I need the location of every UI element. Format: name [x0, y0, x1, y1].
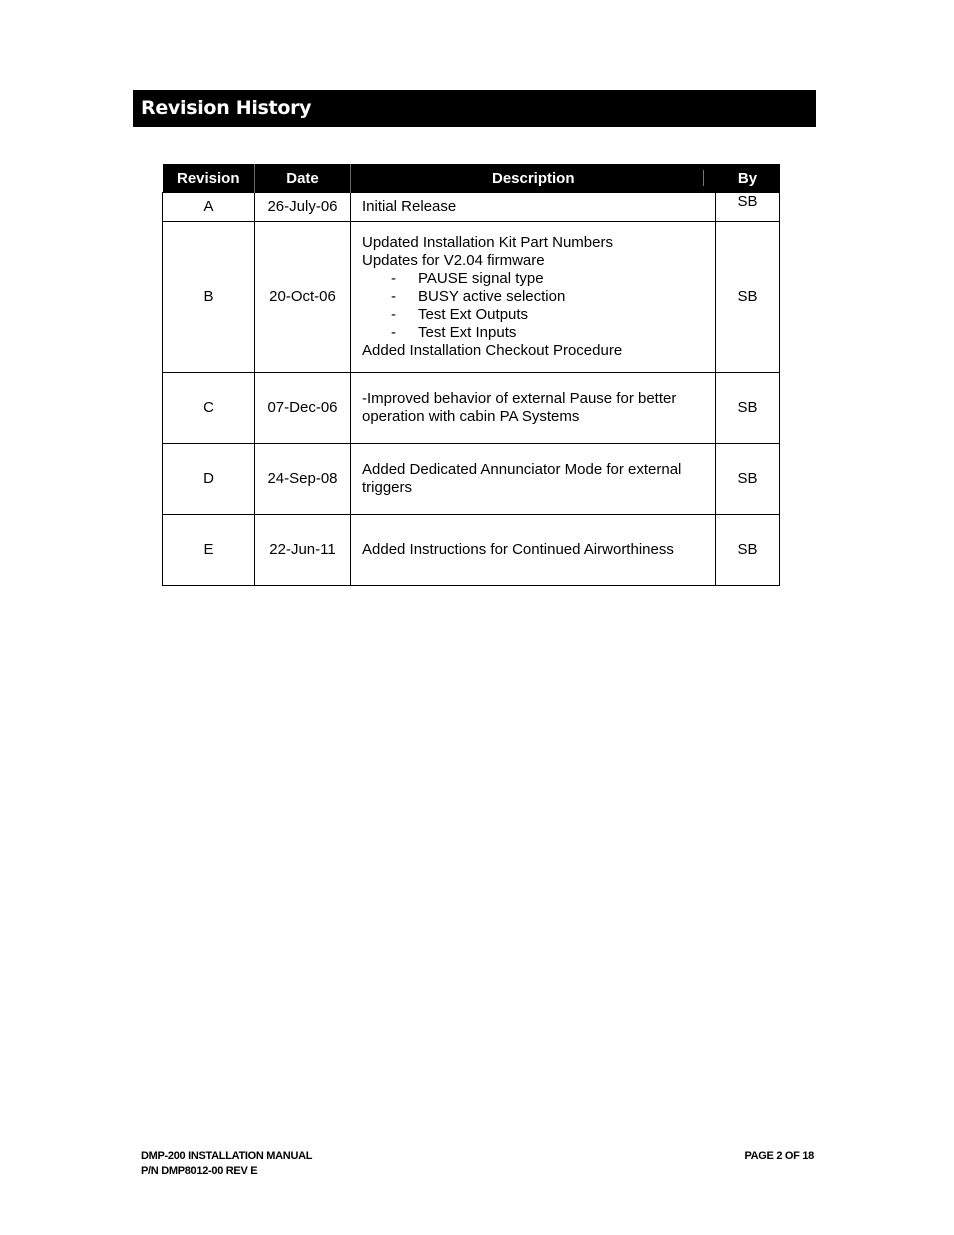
description-cell [351, 444, 716, 515]
bullet-item: - Test Ext Inputs [362, 324, 709, 342]
table-row [163, 373, 780, 444]
description-cell [351, 515, 716, 586]
footer-page-number: PAGE 2 OF 18 [744, 1150, 814, 1162]
header-by: By [716, 164, 780, 193]
header-date: Date [255, 164, 351, 193]
date-cell: 20-Oct-06 [255, 222, 351, 373]
revision-cell: D [163, 444, 255, 515]
by-cell: SB [716, 444, 780, 515]
footer-left [141, 1149, 312, 1179]
header-description: Description [351, 164, 716, 193]
description-line: Initial Release [362, 198, 457, 215]
by-cell: SB [716, 222, 780, 373]
revision-cell: C [163, 373, 255, 444]
description-cell [351, 222, 716, 373]
revision-cell: B [163, 222, 255, 373]
revision-cell: E [163, 515, 255, 586]
revision-table [162, 164, 780, 586]
description-line: Added Dedicated Annunciator Mode for external triggers [362, 461, 682, 496]
table-row [163, 444, 780, 515]
date-cell: 07-Dec-06 [255, 373, 351, 444]
section-title: Revision History [133, 90, 816, 127]
description-line: -Improved behavior of external Pause for better operation with cabin PA Systems [362, 390, 677, 425]
bullet-item: - BUSY active selection [362, 288, 709, 306]
table-header-row [163, 164, 780, 193]
description-line: Added Installation Checkout Procedure [362, 342, 623, 359]
footer-part-number: P/N DMP8012-00 REV E [141, 1165, 258, 1177]
by-cell: SB [716, 193, 780, 222]
description-line: Updates for V2.04 firmware [362, 252, 545, 269]
revision-cell: A [163, 193, 255, 222]
description-cell [351, 373, 716, 444]
date-cell: 22-Jun-11 [255, 515, 351, 586]
table-row [163, 193, 780, 222]
date-cell: 24-Sep-08 [255, 444, 351, 515]
description-line: Updated Installation Kit Part Numbers [362, 234, 613, 251]
description-line: Added Instructions for Continued Airworthiness [362, 541, 674, 558]
bullet-item: - PAUSE signal type [362, 270, 709, 288]
bullet-item: - Test Ext Outputs [362, 306, 709, 324]
footer-manual-title: DMP-200 INSTALLATION MANUAL [141, 1150, 313, 1162]
description-cell [351, 193, 716, 222]
header-revision: Revision [163, 164, 255, 193]
table-row [163, 515, 780, 586]
description-bullets [362, 270, 709, 342]
by-cell: SB [716, 515, 780, 586]
date-cell: 26-July-06 [255, 193, 351, 222]
table-row [163, 222, 780, 373]
by-cell: SB [716, 373, 780, 444]
